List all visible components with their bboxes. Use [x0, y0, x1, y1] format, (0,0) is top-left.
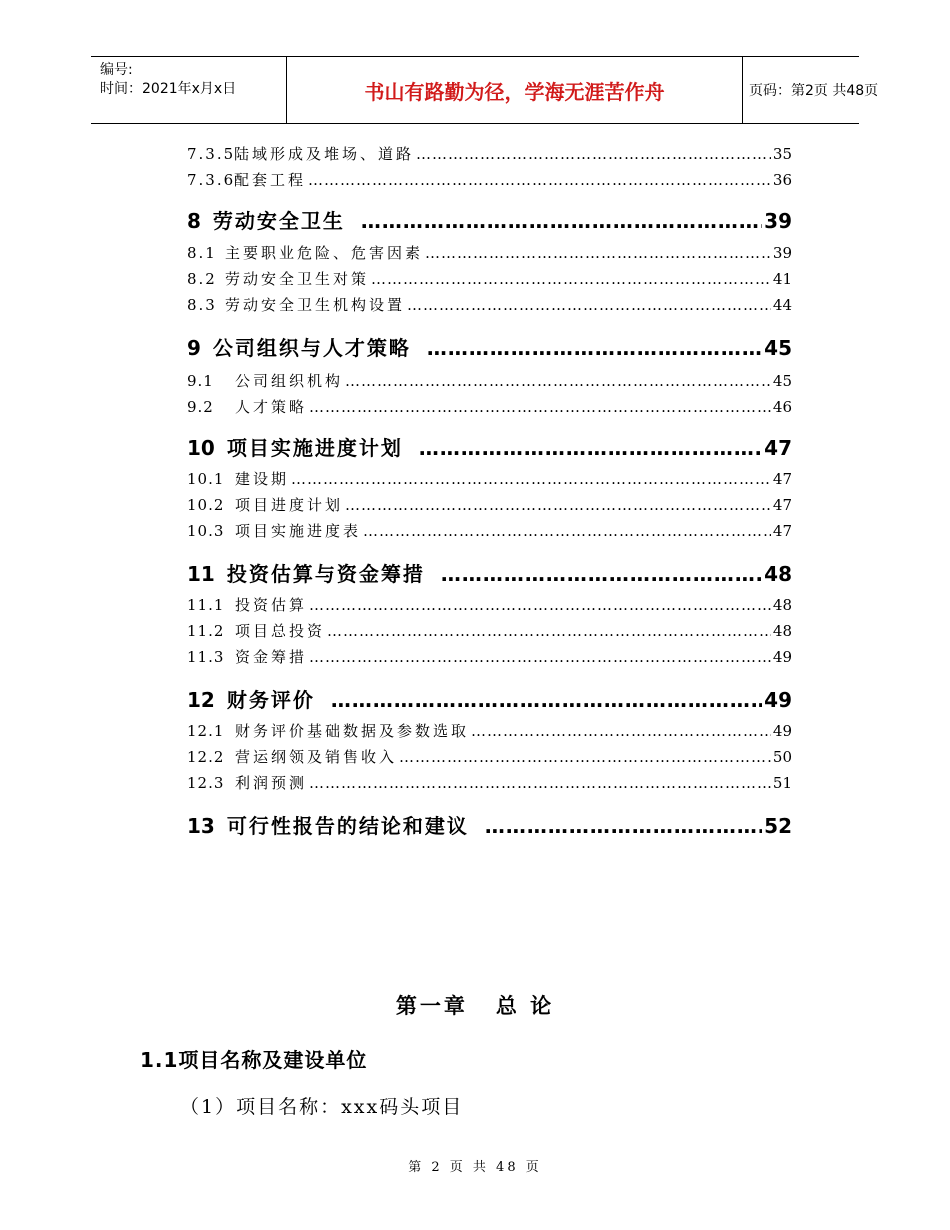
toc-dot-leader	[309, 398, 771, 416]
chapter-title	[0, 990, 950, 1020]
toc-entry-page: 35	[772, 145, 792, 163]
toc-entry-title: 项目实施进度表	[235, 522, 362, 540]
chapter-name: 总 论	[495, 994, 555, 1018]
toc-entry-page: 49	[772, 722, 792, 740]
toc-entry-title: 资金筹措	[235, 648, 308, 666]
toc-entry-title: 公司组织机构	[235, 372, 344, 390]
toc-entry-title: 项目进度计划	[235, 496, 344, 514]
toc-entry-number: 9.1	[187, 372, 214, 390]
toc-entry-number: 7.3.6	[187, 171, 236, 189]
toc-entry-page: 47	[772, 496, 792, 514]
toc-entry-title: 营运纲领及销售收入	[235, 748, 398, 766]
header-left-cell	[91, 57, 286, 123]
toc-entry-number: 8	[187, 209, 201, 233]
toc-entry-title: 财务评价基础数据及参数选取	[235, 722, 470, 740]
toc-entry-page: 50	[772, 748, 792, 766]
toc-dot-leader	[471, 722, 771, 740]
toc-entry-number: 10.2	[187, 496, 225, 514]
toc-dot-leader	[309, 596, 771, 614]
toc-dot-leader	[441, 562, 762, 586]
toc-section-entry[interactable]	[187, 396, 792, 418]
toc-chapter-entry[interactable]	[187, 684, 792, 712]
toc-section-entry[interactable]	[187, 720, 792, 742]
toc-section-entry[interactable]	[187, 594, 792, 616]
toc-dot-leader	[331, 688, 762, 712]
toc-dot-leader	[485, 814, 762, 838]
page-footer: 第 2 页 共 48 页	[408, 1160, 542, 1175]
toc-section-entry[interactable]	[187, 620, 792, 642]
toc-entry-page: 48	[772, 596, 792, 614]
toc-section-entry[interactable]	[187, 294, 792, 316]
toc-entry-page: 45	[772, 372, 792, 390]
toc-section-entry[interactable]	[187, 494, 792, 516]
toc-dot-leader	[363, 522, 771, 540]
toc-section-entry[interactable]	[187, 772, 792, 794]
toc-section-entry[interactable]	[187, 520, 792, 542]
toc-dot-leader	[419, 436, 762, 460]
toc-entry-page: 47	[772, 470, 792, 488]
toc-entry-title: 项目实施进度计划	[226, 436, 403, 460]
toc-dot-leader	[407, 296, 771, 314]
toc-entry-number: 11	[187, 562, 215, 586]
toc-entry-page: 45	[764, 336, 792, 360]
toc-entry-number: 11.1	[187, 596, 225, 614]
toc-entry-title: 人才策略	[235, 398, 308, 416]
toc-entry-number: 11.3	[187, 648, 225, 666]
toc-entry-number: 9.2	[187, 398, 214, 416]
toc-dot-leader	[309, 774, 771, 792]
page-header	[91, 56, 879, 124]
toc-dot-leader	[345, 372, 771, 390]
toc-entry-page: 39	[772, 244, 792, 262]
toc-dot-leader	[309, 648, 771, 666]
toc-entry-title: 劳动安全卫生机构设置	[225, 296, 406, 314]
toc-dot-leader	[399, 748, 771, 766]
toc-dot-leader	[371, 270, 771, 288]
toc-entry-page: 52	[764, 814, 792, 838]
toc-entry-number: 11.2	[187, 622, 225, 640]
toc-entry-page: 49	[764, 688, 792, 712]
toc-entry-title: 劳动安全卫生	[212, 209, 345, 233]
toc-entry-number: 8.3	[187, 296, 217, 314]
toc-dot-leader	[361, 209, 762, 233]
toc-entry-title: 陆域形成及堆场、道路	[234, 145, 415, 163]
toc-entry-page: 48	[764, 562, 792, 586]
toc-section-entry[interactable]	[187, 143, 792, 165]
toc-entry-number: 10.1	[187, 470, 225, 488]
toc-entry-page: 44	[772, 296, 792, 314]
toc-entry-number: 13	[187, 814, 215, 838]
toc-entry-number: 8.2	[187, 270, 217, 288]
toc-entry-title: 建设期	[235, 470, 290, 488]
toc-entry-title: 主要职业危险、危害因素	[225, 244, 424, 262]
toc-entry-number: 10.3	[187, 522, 225, 540]
toc-entry-number: 12.1	[187, 722, 225, 740]
toc-entry-page: 48	[772, 622, 792, 640]
toc-dot-leader	[427, 336, 762, 360]
toc-entry-page: 47	[772, 522, 792, 540]
chapter-number: 第一章	[395, 994, 468, 1018]
toc-entry-page: 36	[772, 171, 792, 189]
toc-section-entry[interactable]	[187, 242, 792, 264]
toc-chapter-entry[interactable]	[187, 432, 792, 460]
toc-entry-title: 配套工程	[234, 171, 307, 189]
document-time-label: 时间：2021年x月x日	[100, 81, 237, 97]
toc-entry-title: 投资估算与资金筹措	[226, 562, 425, 586]
header-right-cell	[741, 57, 879, 123]
toc-entry-title: 公司组织与人才策略	[212, 336, 411, 360]
header-motto: 书山有路勤为径，学海无涯苦作舟	[364, 80, 665, 104]
toc-section-entry[interactable]	[187, 646, 792, 668]
document-number-label: 编号:	[100, 62, 133, 78]
toc-chapter-entry[interactable]	[187, 810, 792, 838]
toc-chapter-entry[interactable]	[187, 558, 792, 586]
toc-chapter-entry[interactable]	[187, 205, 792, 233]
toc-entry-page: 47	[764, 436, 792, 460]
header-page-info: 页码：第2页 共48页	[749, 83, 879, 99]
toc-dot-leader	[327, 622, 771, 640]
toc-entry-number: 12	[187, 688, 215, 712]
toc-dot-leader	[308, 171, 771, 189]
toc-section-entry[interactable]	[187, 268, 792, 290]
toc-section-entry[interactable]	[187, 169, 792, 191]
toc-entry-number: 12.3	[187, 774, 225, 792]
header-motto-cell	[286, 57, 743, 123]
toc-entry-page: 41	[772, 270, 792, 288]
toc-dot-leader	[425, 244, 771, 262]
toc-entry-page: 39	[764, 209, 792, 233]
toc-entry-page: 49	[772, 648, 792, 666]
toc-dot-leader	[416, 145, 771, 163]
toc-entry-title: 利润预测	[235, 774, 308, 792]
toc-section-entry[interactable]	[187, 370, 792, 392]
toc-entry-title: 劳动安全卫生对策	[225, 270, 370, 288]
toc-entry-title: 财务评价	[226, 688, 315, 712]
toc-dot-leader	[345, 496, 771, 514]
toc-entry-title: 项目总投资	[235, 622, 326, 640]
toc-entry-title: 可行性报告的结论和建议	[226, 814, 469, 838]
toc-entry-number: 8.1	[187, 244, 217, 262]
toc-entry-number: 12.2	[187, 748, 225, 766]
toc-dot-leader	[291, 470, 771, 488]
toc-entry-number: 9	[187, 336, 201, 360]
section-title: 1.1项目名称及建设单位	[140, 1048, 368, 1072]
toc-section-entry[interactable]	[187, 468, 792, 490]
toc-entry-page: 51	[772, 774, 792, 792]
toc-entry-title: 投资估算	[235, 596, 308, 614]
toc-entry-page: 46	[772, 398, 792, 416]
toc-entry-number: 7.3.5	[187, 145, 236, 163]
project-name-item: （1）项目名称：xxx码头项目	[180, 1096, 464, 1118]
toc-section-entry[interactable]	[187, 746, 792, 768]
toc-entry-number: 10	[187, 436, 215, 460]
toc-chapter-entry[interactable]	[187, 332, 792, 360]
